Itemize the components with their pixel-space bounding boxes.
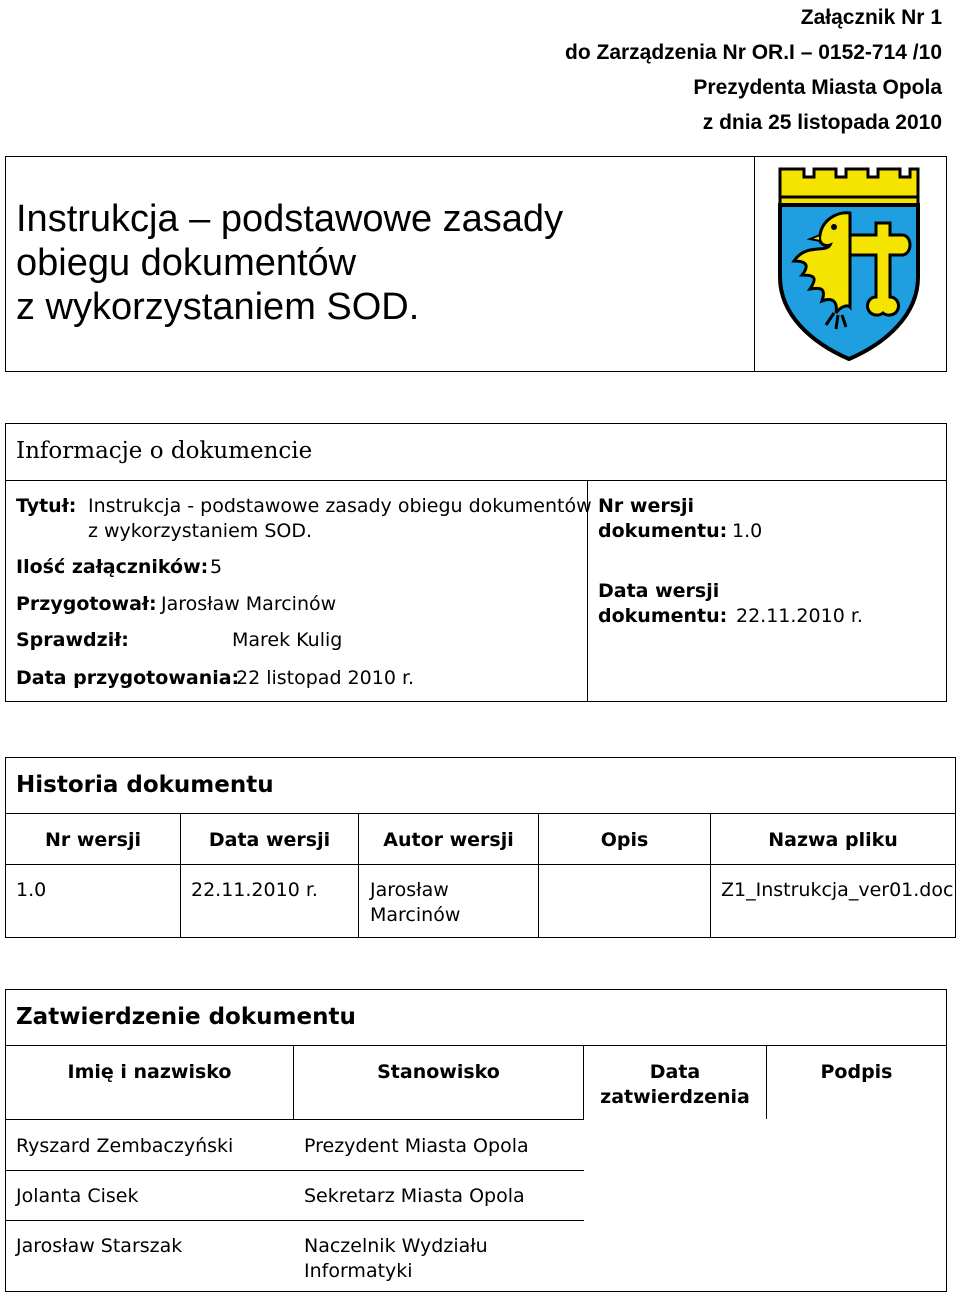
- history-col-version: Nr wersji: [44, 829, 142, 851]
- version-date-label-line-2: dokumentu:: [598, 605, 728, 627]
- divider: [6, 480, 946, 481]
- approval-row-3-position-line-1: Naczelnik Wydziału: [304, 1235, 488, 1257]
- attachments-value: 5: [210, 556, 223, 578]
- document-info-box: [5, 423, 947, 702]
- history-col-date: Data wersji: [208, 829, 331, 851]
- title-divider: [754, 157, 755, 371]
- version-date-value: 22.11.2010 r.: [736, 605, 863, 627]
- history-col-description: Opis: [600, 829, 649, 851]
- history-row-author-line-2: Marcinów: [370, 904, 461, 926]
- history-box: [5, 757, 956, 938]
- title-value-line-2: z wykorzystaniem SOD.: [88, 520, 313, 542]
- divider: [6, 813, 955, 814]
- divider: [6, 1220, 584, 1221]
- document-title-line-2: obiegu dokumentów: [16, 242, 357, 284]
- approval-row-1-name: Ryszard Zembaczyński: [16, 1135, 234, 1157]
- divider: [6, 1119, 584, 1120]
- version-label-line-1: Nr wersji: [598, 495, 695, 517]
- approval-col-signature: Podpis: [820, 1061, 893, 1083]
- history-col-author: Autor wersji: [383, 829, 514, 851]
- annex-line-2: do Zarządzenia Nr OR.I – 0152-714 /10: [565, 41, 942, 64]
- prepared-label: Przygotował:: [16, 593, 157, 615]
- version-value: 1.0: [732, 520, 763, 542]
- version-label-line-2: dokumentu:: [598, 520, 728, 542]
- checked-label: Sprawdził:: [16, 629, 129, 651]
- checked-value: Marek Kulig: [232, 629, 343, 651]
- document-title-line-3: z wykorzystaniem SOD.: [16, 286, 420, 328]
- history-row-date: 22.11.2010 r.: [191, 879, 318, 901]
- approval-box: [5, 989, 947, 1292]
- approval-heading: Zatwierdzenie dokumentu: [16, 1004, 356, 1030]
- document-info-heading: Informacje o dokumencie: [16, 438, 313, 464]
- history-row-filename: Z1_Instrukcja_ver01.doc: [721, 879, 954, 901]
- attachments-label: Ilość załączników:: [16, 556, 209, 578]
- title-label: Tytuł:: [16, 495, 77, 517]
- divider: [6, 1045, 946, 1046]
- annex-line-3: Prezydenta Miasta Opola: [693, 76, 942, 99]
- annex-header: [565, 0, 942, 140]
- approval-col-position: Stanowisko: [377, 1061, 500, 1083]
- approval-row-2-position: Sekretarz Miasta Opola: [304, 1185, 525, 1207]
- title-value-line-1: Instrukcja - podstawowe zasady obiegu dokumentów: [88, 495, 592, 517]
- history-col-filename: Nazwa pliku: [768, 829, 898, 851]
- annex-line-1: Załącznik Nr 1: [800, 6, 942, 29]
- history-heading: Historia dokumentu: [16, 772, 274, 798]
- approval-col-date-line-2: zatwierdzenia: [600, 1086, 750, 1108]
- document-title-line-1: Instrukcja – podstawowe zasady: [16, 198, 564, 240]
- approval-row-3-name: Jarosław Starszak: [16, 1235, 183, 1257]
- approval-row-3-position-line-2: Informatyki: [304, 1260, 413, 1282]
- prep-date-label: Data przygotowania:: [16, 667, 240, 689]
- prepared-value: Jarosław Marcinów: [161, 593, 337, 615]
- approval-col-date-line-1: Data: [649, 1061, 701, 1083]
- prep-date-value: 22 listopad 2010 r.: [236, 667, 415, 689]
- divider: [6, 864, 955, 865]
- approval-row-1-position: Prezydent Miasta Opola: [304, 1135, 529, 1157]
- annex-line-4: z dnia 25 listopada 2010: [702, 111, 942, 134]
- history-row-author-line-1: Jarosław: [370, 879, 449, 901]
- opole-coat-of-arms-icon: [776, 165, 922, 361]
- history-row-version: 1.0: [16, 879, 47, 901]
- divider: [6, 1170, 584, 1171]
- approval-col-name: Imię i nazwisko: [67, 1061, 232, 1083]
- version-date-label-line-1: Data wersji: [598, 580, 720, 602]
- approval-row-2-name: Jolanta Cisek: [16, 1185, 139, 1207]
- document-title: [16, 197, 563, 329]
